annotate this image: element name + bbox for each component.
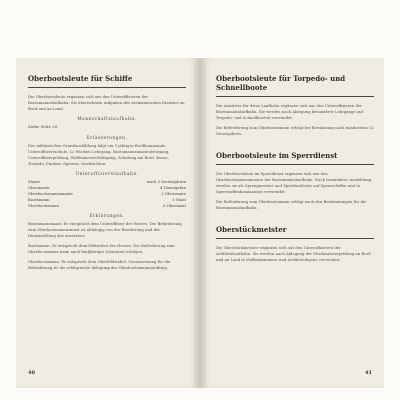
- section-title: Oberstückmeister: [216, 225, 287, 234]
- page-number: 41: [365, 370, 372, 376]
- left-page: [16, 58, 196, 388]
- left-page-content: [28, 74, 186, 275]
- title-rule: [28, 87, 186, 88]
- section-paragraph: Die Oberbootsleute im Sperrdienst ergänzen sich aus den Oberbootsmannsmaaten der Bootsmannslaufbahn. Nach besonderer Ausbildung werden sie als Sprengmeister und Sperrfachleute auf Sperrschiffen und in Sperrwaffenkommandos verwendet.: [216, 171, 372, 194]
- section-paragraph: Die Beförderung zum Oberbootsmann erfolgt bei Bewährung nach mindestens 12 Dienstjahren.: [216, 125, 374, 136]
- title-rule: [216, 96, 374, 97]
- erlaeuterungen-paragraph: Der militärischen Grundausbildung folgt ein 3 jähriger Bordkommando. Unteroffiziersschule, 12 Wochen Lehrgang. Bootsmannsmaatenlehrgang, Unteroffizierprüfung, Waffenmeisterlehrgang, Schulung am Bord, Kurse, Torpedo, Funken, Sperren, Nachrichten.: [28, 143, 170, 166]
- right-page-content: [216, 74, 374, 267]
- rank-row: Obermaate 4 Dienstjahre: [28, 185, 186, 190]
- title-rule: [216, 164, 374, 165]
- page-title: Oberbootsleute für Schiffe: [28, 74, 133, 83]
- rank-row: Oberbootsmann 6 Obermaat: [28, 203, 186, 208]
- reference-text: Siehe Seite 20.: [28, 124, 59, 129]
- title-rule: [216, 238, 374, 239]
- section-paragraph: Die Anwärter für diese Laufbahn ergänzen sich aus den Unteroffizieren der Bootsmannslaufbahn. Sie werden nach Ablegung besonderer Lehrgänge auf Torpedo- und Schnellbooten verwendet.: [216, 103, 364, 120]
- rank-row: Oberbootsmannsmaate 2 Oberwaate: [28, 191, 186, 196]
- section-paragraph: Die Oberstückmeister ergänzen sich aus den Unteroffizieren der Artillerielaufbahn. Sie werden nach Ablegung der Stückmeisterprüfung an Bord und an Land in Waffenkammern und Artilleriedepots verwendet.: [216, 245, 371, 262]
- section-heading-erklaerungen: Erklärungen.: [89, 213, 125, 218]
- section-heading-unteroffizier: Unteroffizierslaufbahn.: [75, 171, 139, 176]
- erklaerung-paragraph: Bootsmann: Er entspricht dem Feldwebel des Heeres. Die Beförderung zum Oberbootsmann kann nach fünfjähriger Dienstzeit erfolgen.: [28, 243, 175, 254]
- section-title: Oberbootsleute für Torpedo- und Schnellboote: [216, 74, 346, 92]
- rank-row: Maate nach 3 Dienstjahren: [28, 179, 186, 184]
- erklaerung-paragraph: Bootsmannsmaat: Er entspricht dem Unteroffizier der Heeres. Die Beförderung zum Oberbootsmannsmaat ist abhängig von der Bewährung und der Dienststellung des Anwärters.: [28, 221, 182, 238]
- right-page: [204, 58, 384, 388]
- section-heading-mannschaft: Mannschaftslaufbahn.: [77, 116, 137, 121]
- rank-row: Bootsmann 5 Maat: [28, 197, 186, 202]
- section-title: Oberbootsleute im Sperrdienst: [216, 151, 338, 160]
- section-paragraph: Die Beförderung zum Oberbootsmann erfolgt nach den Bestimmungen für die Bootsmannslaufbahn.: [216, 199, 367, 210]
- erklaerung-paragraph: Oberbootsmann: Er entspricht dem Oberfeldwebel. Voraussetzung für die Beförderung ist die erfolgreiche Ablegung der Oberbootsmannsprüfung.: [28, 259, 171, 270]
- book-gutter: [196, 58, 204, 388]
- page-number: 40: [28, 370, 35, 376]
- section-heading-erlaeuterungen: Erläuterungen.: [86, 135, 128, 140]
- rank-list: [28, 179, 186, 209]
- intro-paragraph: Die Oberbootsleute ergänzen sich aus den Unteroffizieren der Bootsmannslaufbahn. Sie übernehmen Aufgaben des seemännischen Dienstes an Bord und an Land.: [28, 94, 185, 111]
